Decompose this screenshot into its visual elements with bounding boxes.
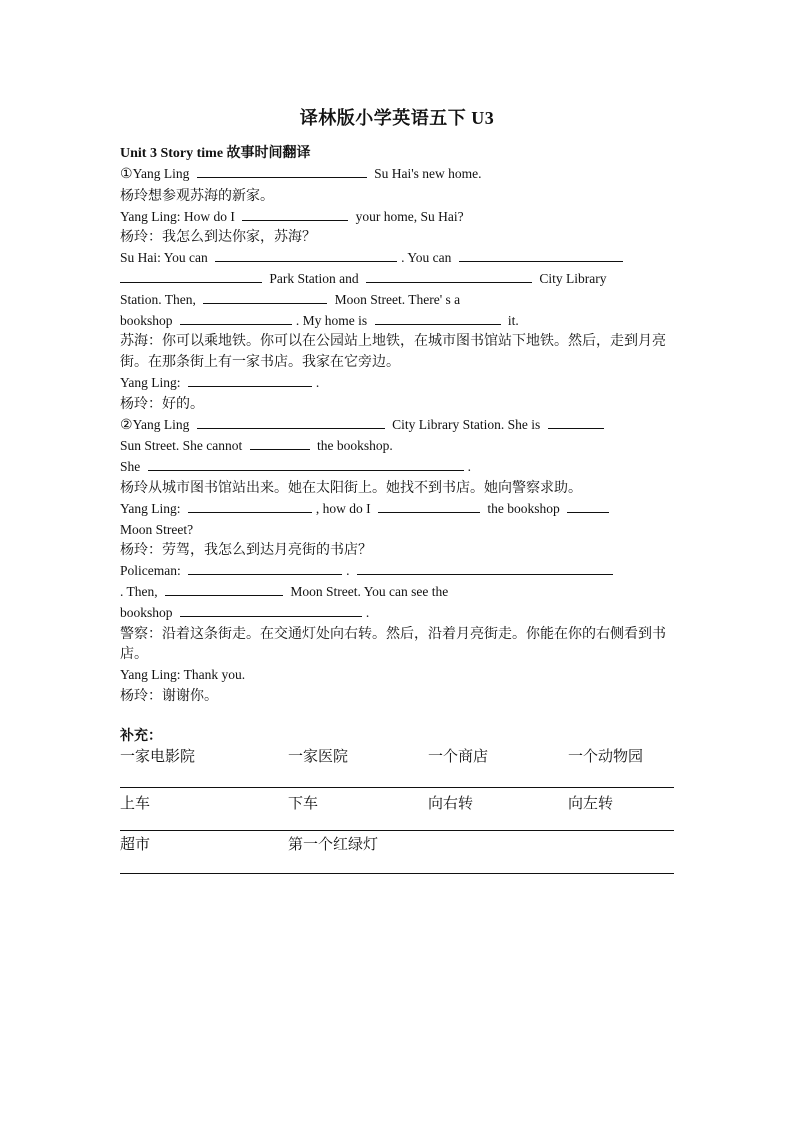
item-number: ① xyxy=(120,167,133,182)
item-number: ② xyxy=(120,417,133,433)
text: Policeman: xyxy=(120,563,181,579)
text: it. xyxy=(507,312,519,328)
text: Yang Ling xyxy=(132,166,190,181)
text: Station. Then, xyxy=(120,291,196,307)
text: the bookshop. xyxy=(316,438,393,454)
answer-blank[interactable] xyxy=(250,436,310,450)
vocab-cell: 第一个红绿灯 xyxy=(288,834,379,853)
p1-line1 xyxy=(120,164,674,186)
vocab-row xyxy=(120,788,674,831)
answer-blank[interactable] xyxy=(120,269,262,283)
vocab-row xyxy=(120,831,674,874)
answer-blank[interactable] xyxy=(378,499,480,513)
vocab-cell: 超市 xyxy=(120,834,151,853)
text: Yang Ling: xyxy=(120,374,181,390)
p1-translation4: 杨玲：好的。 xyxy=(120,395,204,412)
answer-blank[interactable] xyxy=(375,311,501,325)
text: Moon Street. You can see the xyxy=(290,583,449,599)
p2-translation1: 杨玲从城市图书馆站出来。她在太阳街上。她找不到书店。她向警察求助。 xyxy=(120,479,582,496)
text: She xyxy=(120,459,141,475)
text: your home, Su Hai? xyxy=(355,208,464,224)
answer-blank[interactable] xyxy=(567,499,609,513)
text: Su Hai: You can xyxy=(120,250,208,266)
answer-blank[interactable] xyxy=(366,269,532,283)
p1-line6 xyxy=(120,311,674,332)
text: . You can xyxy=(401,250,452,266)
vocab-cell: 一家电影院 xyxy=(120,746,196,765)
text: . Then, xyxy=(120,583,158,599)
p2-line1 xyxy=(120,415,674,437)
p2-translation4: 杨玲：谢谢你。 xyxy=(120,687,218,704)
text: , how do I xyxy=(315,500,371,516)
p2-line3 xyxy=(120,457,674,478)
text: bookshop xyxy=(120,604,173,620)
answer-blank[interactable] xyxy=(180,311,292,325)
p2-line2 xyxy=(120,436,674,457)
p2-line6 xyxy=(120,561,674,582)
text: Yang Ling: How do I xyxy=(120,208,235,224)
p2-line4 xyxy=(120,499,674,520)
section-title: Unit 3 Story time 故事时间翻译 xyxy=(120,146,311,161)
p2-translation2: 杨玲：劳驾，我怎么到达月亮街的书店？ xyxy=(120,542,372,559)
p1-translation2: 杨玲：我怎么到达你家，苏海？ xyxy=(120,229,316,246)
text: bookshop xyxy=(120,312,173,328)
text: Yang Ling: xyxy=(120,500,181,516)
text: . xyxy=(467,459,471,475)
p2-line8 xyxy=(120,603,674,624)
supplement-title: 补充： xyxy=(120,727,162,744)
p1-translation3: 苏海：你可以乘地铁。你可以在公园站上地铁，在城市图书馆站下地铁。然后，走到月亮街。在那条街上有一家书店。我家在它旁边。 xyxy=(120,333,666,371)
p2-line7 xyxy=(120,582,674,603)
text: . xyxy=(346,563,350,579)
text: Yang Ling xyxy=(132,416,190,432)
answer-blank[interactable] xyxy=(188,561,342,575)
answer-blank[interactable] xyxy=(188,373,312,387)
text: the bookshop xyxy=(487,500,560,516)
vocab-cell: 向左转 xyxy=(568,793,614,812)
vocab-cell: 一个动物园 xyxy=(568,746,644,765)
answer-blank[interactable] xyxy=(548,415,604,429)
vocab-cell: 一家医院 xyxy=(288,746,349,765)
vocab-cell: 下车 xyxy=(288,793,319,812)
p1-line4 xyxy=(120,269,674,290)
text: Park Station and xyxy=(269,270,359,286)
text: . My home is xyxy=(295,312,368,328)
text: . xyxy=(365,604,370,620)
p1-line2 xyxy=(120,207,674,228)
answer-blank[interactable] xyxy=(215,248,397,262)
answer-blank[interactable] xyxy=(188,499,312,513)
text: City Library Station. She is xyxy=(392,416,541,432)
text: Su Hai's new home. xyxy=(374,166,482,181)
vocab-cell: 向右转 xyxy=(428,793,474,812)
answer-blank[interactable] xyxy=(459,248,623,262)
vocab-cell: 上车 xyxy=(120,793,151,812)
answer-blank[interactable] xyxy=(148,457,464,471)
p2-line5 xyxy=(120,520,674,541)
vocab-row xyxy=(120,745,674,788)
p1-translation1: 杨玲想参观苏海的新家。 xyxy=(120,187,274,204)
text: Moon Street. There' s a xyxy=(334,291,461,307)
page-title: 译林版小学英语五下 U3 xyxy=(299,108,495,128)
answer-blank[interactable] xyxy=(197,415,385,429)
answer-blank[interactable] xyxy=(180,603,362,617)
text: . xyxy=(315,374,320,390)
answer-blank[interactable] xyxy=(203,290,327,304)
p1-line3 xyxy=(120,248,674,269)
text: City Library xyxy=(539,270,607,286)
answer-blank[interactable] xyxy=(197,164,367,178)
answer-blank[interactable] xyxy=(242,207,348,221)
vocab-cell: 一个商店 xyxy=(428,746,489,765)
p1-line5 xyxy=(120,290,674,311)
answer-blank[interactable] xyxy=(165,582,283,596)
text: Moon Street? xyxy=(120,521,194,537)
p1-line7 xyxy=(120,373,674,394)
p2-translation3: 警察：沿着这条街走。在交通灯处向右转。然后，沿着月亮街走。你能在你的右侧看到书店。 xyxy=(120,625,666,663)
worksheet-page xyxy=(120,104,674,874)
text: Sun Street. She cannot xyxy=(120,438,243,454)
p2-line9: Yang Ling: Thank you. xyxy=(120,667,246,683)
answer-blank[interactable] xyxy=(357,561,613,575)
